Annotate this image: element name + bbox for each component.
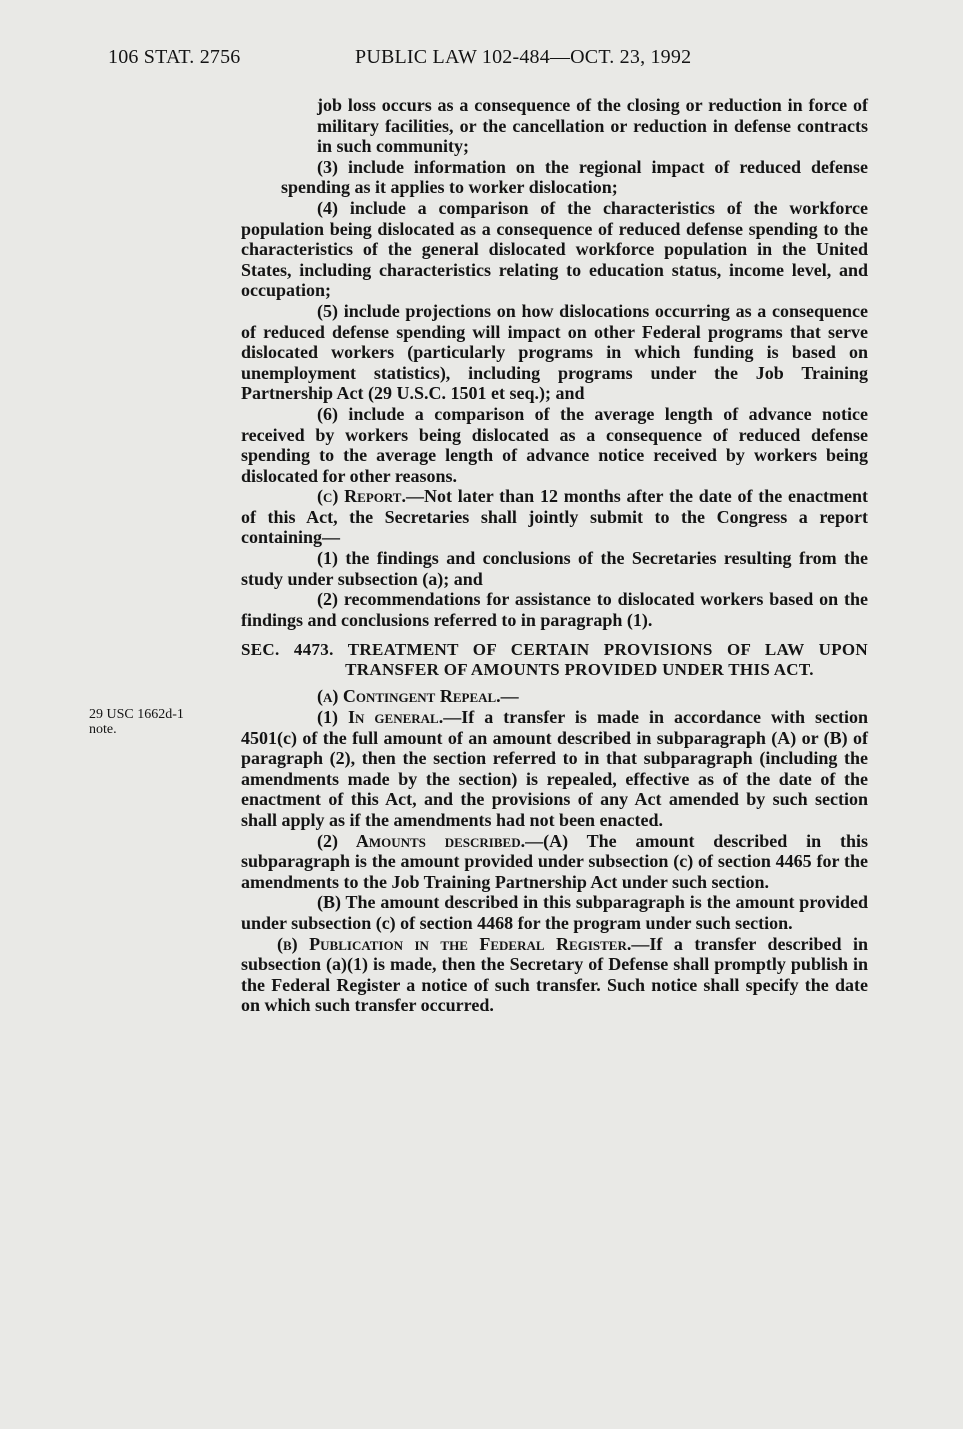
paragraph-3-text: (3) include information on the regional impact of reduced defense spending as it applies to worker dislocation; (281, 156, 868, 198)
report-item-2: (2) recommendations for assistance to dislocated workers based on the findings and conclusions referred to in paragraph (1). (241, 589, 868, 630)
margin-note-label: note. (89, 722, 117, 737)
report-heading: (c) Report. (317, 486, 406, 507)
running-head (108, 44, 758, 74)
subsection-a-paragraph-2 (241, 831, 868, 893)
publication-label: (b) Publication in the Federal Register. (277, 933, 632, 954)
section-heading-line-2: TRANSFER OF AMOUNTS PROVIDED UNDER THIS ACT. (345, 660, 814, 680)
paragraph-4: (4) include a comparison of the characteristics of the workforce population being dislocated as a consequence of reduced defense spending to the characteristics of the general dislocated workforce population in the United States, including characteristics relating to education status, income level, and occupation; (241, 197, 868, 301)
section-heading-line-1: SEC. 4473. TREATMENT OF CERTAIN PROVISIONS OF LAW UPON (241, 640, 868, 660)
publication-text: —If a transfer described in subsection (a)(1) is made, then the Secretary of Defense shall promptly publish in the Federal Register a notice of such transfer. Such notice shall specify the date on which such transfer occurred. (241, 933, 869, 1016)
in-general-text: —If a transfer is made in accordance with section 4501(c) of the full amount of an amount described in subparagraph (A) or (B) of paragraph (2), then the section referred to in that subparagraph (including the amendments made by the section) is repealed, effective as of the date of the enactment of this Act, and the provisions of any Act amended by such section shall apply as if the amendments had not been enacted. (241, 707, 869, 830)
margin-citation: 29 USC 1662d-1 (89, 707, 184, 722)
subparagraph-b: (B) The amount described in this subparagraph is the amount provided under subsection (c) of section 4468 for the program under such section. (241, 892, 868, 933)
report-item-1: (1) the findings and conclusions of the Secretaries resulting from the study under subsection (a); and (241, 548, 868, 589)
amounts-described-label: (2) Amounts described. (317, 830, 526, 851)
in-general-label: (1) In general. (317, 707, 444, 728)
contingent-repeal-label: (a) Contingent Repeal.— (317, 686, 519, 707)
law-identifier: PUBLIC LAW 102-484—OCT. 23, 1992 (355, 46, 692, 68)
paragraph-3 (241, 157, 868, 198)
amounts-described-text: —(A) The amount described in this subparagraph is the amount provided under subsection (c) of section 4465 for the amendments to the Job Training Partnership Act under such section. (241, 830, 868, 892)
paragraph-5: (5) include projections on how dislocations occurring as a consequence of reduced defense spending will impact on other Federal programs that serve dislocated workers (particularly programs in which funding is based on unemployment statistics), including programs under the Job Training Partnership Act (29 U.S.C. 1501 et seq.); and (241, 300, 868, 404)
subsection-b-publication (241, 934, 868, 1016)
subsection-a-heading (241, 686, 868, 707)
margin-note (89, 707, 219, 737)
page-identifier: 106 STAT. 2756 (108, 46, 241, 68)
section-heading (241, 640, 868, 680)
statute-text (241, 95, 868, 1016)
subsection-c-report (241, 486, 868, 548)
opening-continuation: job loss occurs as a consequence of the closing or reduction in force of military facilities, or the cancellation or reduction in defense contracts in such community; (317, 95, 868, 157)
report-text: —Not later than 12 months after the date of the enactment of this Act, the Secretaries shall jointly submit to the Congress a report containing— (241, 486, 869, 548)
paragraph-6: (6) include a comparison of the average length of advance notice received by workers being dislocated as a consequence of reduced defense spending to the average length of advance notice received by workers being dislocated for other reasons. (241, 403, 868, 486)
subsection-a-paragraph-1 (241, 707, 868, 831)
